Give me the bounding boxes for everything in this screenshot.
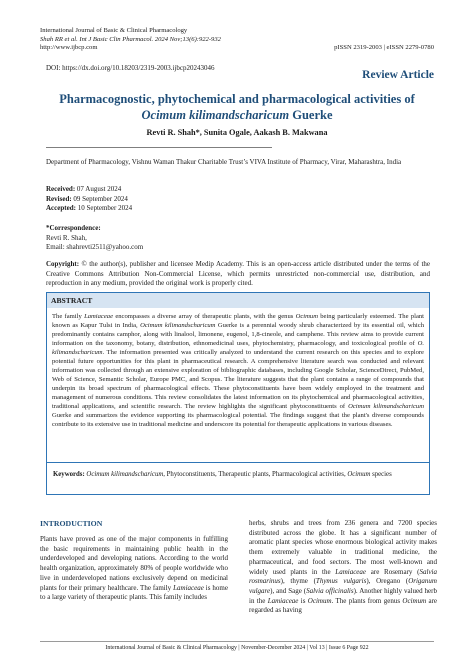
- title-species: Ocimum kilimandscharicum: [141, 108, 290, 122]
- date-revised: Revised: 09 September 2024: [46, 194, 128, 203]
- abstract-box: [46, 292, 430, 463]
- correspondence: [46, 224, 426, 253]
- article-title: [30, 91, 444, 123]
- date-received: Received: 07 August 2024: [46, 185, 122, 193]
- abstract-text: The family Lamiaceae encompasses a diverse array of therapeutic plants, with the genus Ocimum being particularly esteemed. The plant known as Kapur Tulsi in India, Ocimum kilimandscharicum Guerke is a perennial woody shrub characterized by its essential oil, which predominantly contains camphor, along with linalool, limonene, eugenol, 1,8-cineole, and camphene. This review aims to provide current information on the taxonomy, botany, distribution, ethnomedicinal uses, phytochemistry, pharmacology, and toxicological profile of O. kilimandscharicum. The information presented was critically analyzed to understand the current research on this species and to explore potential future opportunities for this plant in pharmaceutical research. A comprehensive literature search was conducted and relevant information was collected through an extensive exploration of bibliographic databases, including Google Scholar, ScienceDirect, PubMed, Web of Science, Semantic Scholar, Europe PMC, and Scopus. The literature suggests that the plant contains a range of compounds that underpin its broad spectrum of pharmacological effects. These phytoconstituents have been widely employed in the treatment and management of numerous conditions. This review consolidates the latest information on its phytochemical and pharmacological activities, traditional applications, and scientific research. The review highlights the significant phytoconstituents of Ocimum kilimandscharicum Guerke and summarizes the evidence supporting its pharmacological potential. The findings suggest that the plant's diverse compounds contribute to its extensive use in traditional medicine and underscore its potential for therapeutic applications in various diseases.: [52, 313, 424, 428]
- correspondence-email[interactable]: Email: shahrevti2511@yahoo.com: [46, 243, 144, 252]
- correspondence-label: *Correspondence:: [46, 224, 101, 232]
- article-type: Review Article: [362, 69, 434, 81]
- introduction-heading: INTRODUCTION: [40, 519, 103, 528]
- title-divider: [46, 147, 272, 148]
- author-list: Revti R. Shah*, Sunita Ogale, Aakash B. Makwana: [146, 128, 328, 137]
- page-footer: International Journal of Basic & Clinical Pharmacology | November-December 2024 | Vol 13 | Issue 6 Page 922: [105, 645, 369, 651]
- journal-name: International Journal of Basic & Clinical Pharmacology: [40, 27, 188, 34]
- journal-header: [40, 27, 221, 53]
- journal-issn: pISSN 2319-2003 | eISSN 2279-0780: [334, 44, 434, 51]
- abstract-heading: ABSTRACT: [47, 293, 429, 308]
- copyright-notice: Copyright: © the author(s), publisher and licensee Medip Academy. This is an open-access article distributed under the terms of the Creative Commons Attribution Non-Commercial License, which permits unrestricted non-commercial use, distribution, and reproduction in any medium, provided the original work is properly cited.: [46, 260, 430, 288]
- keywords-label: Keywords:: [53, 471, 85, 478]
- footer-divider: [40, 641, 434, 642]
- title-line-1: Pharmacognostic, phytochemical and pharmacological activities of: [59, 92, 415, 106]
- keywords-box: Keywords: Ocimum kilimandscharicum, Phytoconstituents, Therapeutic plants, Pharmacological activities, Ocimum species: [46, 463, 430, 495]
- journal-url[interactable]: http://www.ijbcp.com: [40, 44, 98, 52]
- affiliation: Department of Pharmacology, Vishnu Waman Thakur Charitable Trust’s VIVA Institute of Pharmacy, Virar, Maharashtra, India: [46, 158, 402, 166]
- intro-column-right: herbs, shrubs and trees from 236 genera and 7200 species distributed across the globe. It has a significant number of aromatic plant species whose enormous biological activity makes them extremely valuable in traditional medicine, the pharmaceutical, and food sectors. The most well-known and widely used plants in the Lamiaceae are Rosemary (Salvia rosmarinus), thyme (Thymus vulgaris), Oregano (Origanum vulgare), and Sage (Salvia officinalis). Another highly valued herb in the Lamiaceae is Ocimum. The plants from genus Ocimum are regarded as having: [249, 519, 438, 615]
- article-dates: [46, 185, 426, 214]
- intro-column-left: Plants have proved as one of the major components in fulfilling the basic requirements in maintaining public health in the underdeveloped and developing nations. According to the world health organization, approximately 80% of people worldwide who live in underdeveloped nations exclusively depend on medicinal plants for their primary healthcare. The family Lamiaceae is home to a large variety of therapeutic plants. This family includes: [40, 535, 228, 602]
- title-suffix: Guerke: [289, 108, 333, 122]
- date-accepted: Accepted: 10 September 2024: [46, 204, 133, 213]
- journal-citation: Shah RR et al. Int J Basic Clin Pharmacol. 2024 Nov;13(6):922-932: [40, 35, 221, 43]
- title-line-2: [30, 107, 444, 123]
- doi-link[interactable]: DOI: https://dx.doi.org/10.18203/2319-2003.ijbcp20243046: [46, 64, 215, 72]
- correspondence-name: Revti R. Shah,: [46, 233, 87, 242]
